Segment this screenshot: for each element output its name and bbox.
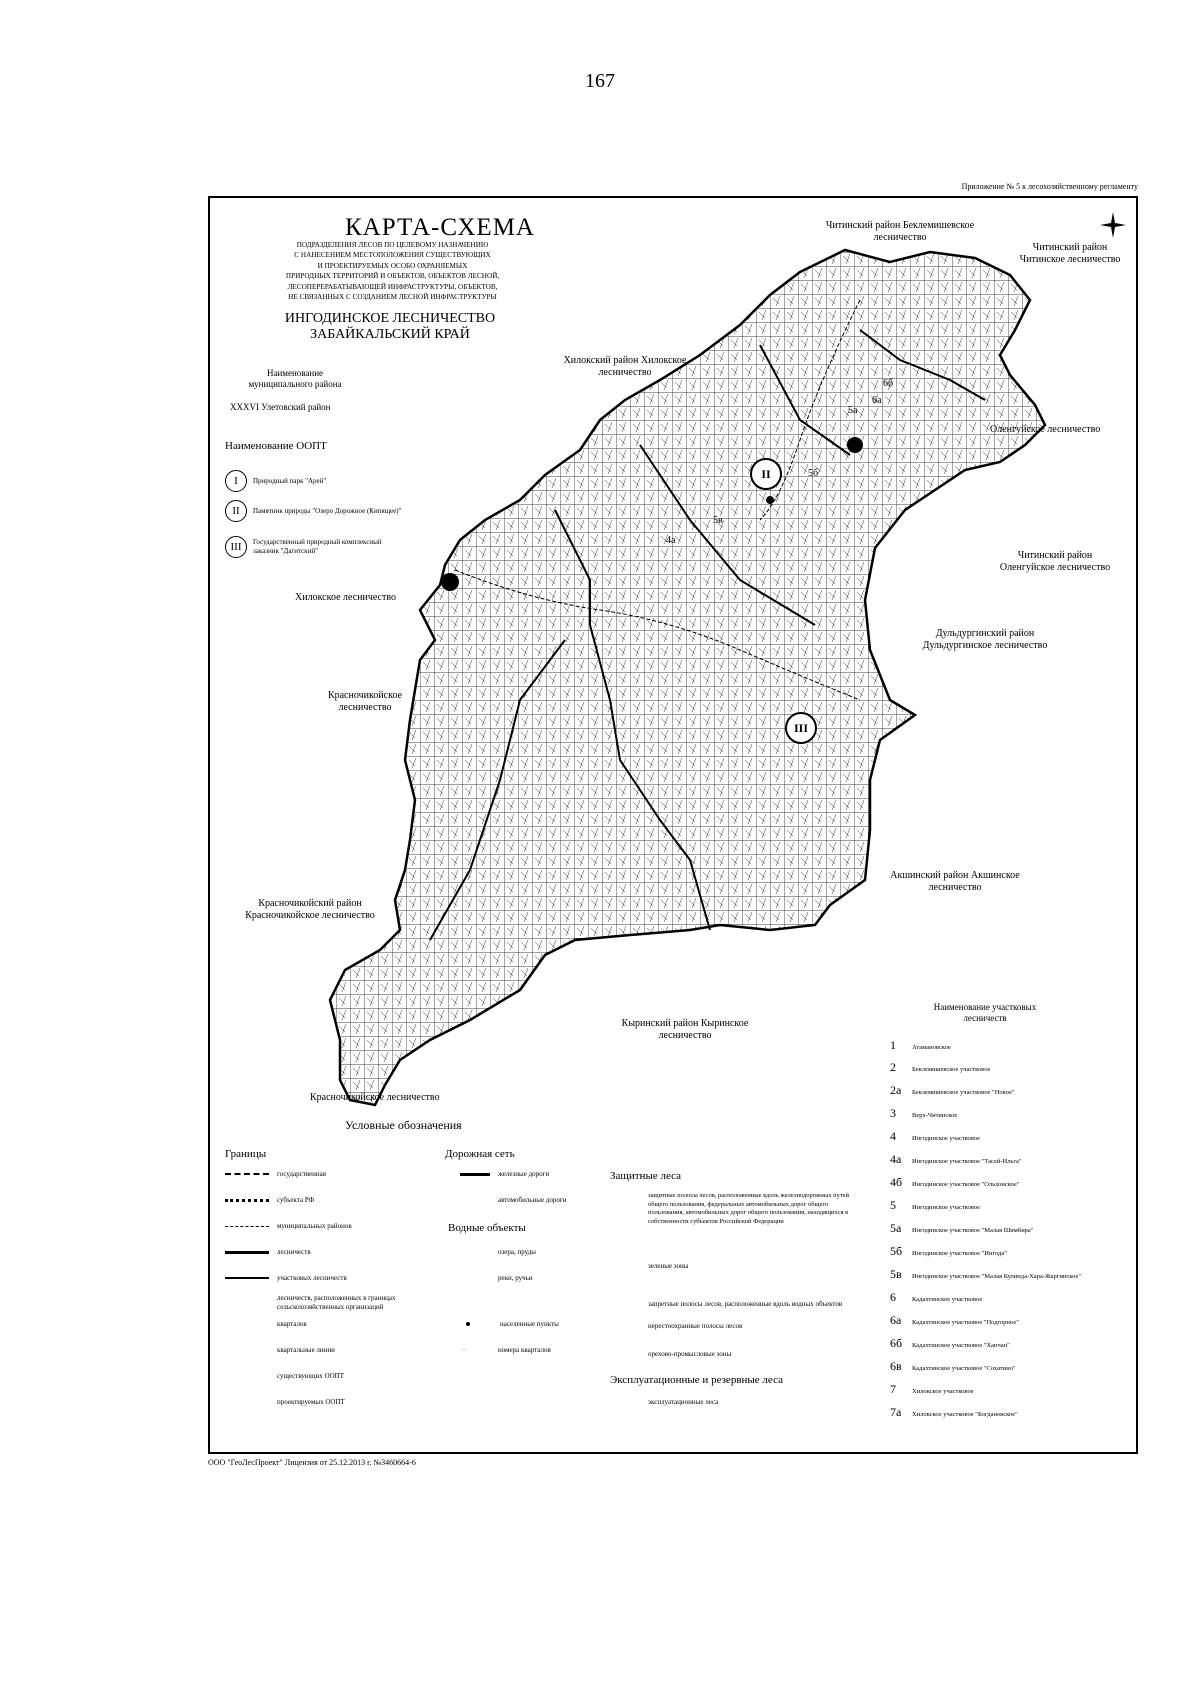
oopt-mark: III [225,536,247,558]
legend-label: государственная [277,1170,326,1178]
subtitle-line: С НАНЕСЕНИЕМ МЕСТОПОЛОЖЕНИЯ СУЩЕСТВУЮЩИХ [294,251,491,260]
legend-item [225,1196,314,1204]
legend-symbol [225,1199,269,1202]
section-code: 6 [890,1290,896,1304]
section-item [890,1038,951,1053]
legend-item [225,1222,352,1230]
subtitle-line: И ПРОЕКТИРУЕМЫХ ОСОБО ОХРАНЯЕМЫХ [317,261,468,270]
legend-extra: лесничеств, расположенных в границах сельскохозяйственных организаций [277,1294,396,1311]
label-olengui: Оленгуйское лесничество [990,424,1101,435]
oopt-heading: Наименование ООПТ [225,440,327,452]
section-number: 4а [666,535,676,546]
section-code: 2 [890,1060,896,1074]
legend-label: железные дороги [498,1170,550,1178]
oopt-iii-marker: III [785,712,817,744]
legend-item [225,1170,326,1178]
legend-symbol [460,1173,490,1176]
label-chita-beklemishev: Читинский район Беклемишевское лесничество [825,220,975,243]
map-title: КАРТА-СХЕМА [345,214,535,241]
section-name: Ингодинское участковое [912,1135,981,1142]
section-name: Беклемишевское участковое [912,1066,991,1073]
oopt-name: Памятник природы "Озеро Дорожное (Кипящее)" [253,506,402,515]
section-code: 2а [890,1083,902,1097]
section-item [890,1244,1007,1259]
section-name: Ингодинское участковое "Малая Шимбира" [912,1227,1034,1234]
label-chita-olengui: Читинский район Оленгуйское лесничество [999,550,1111,573]
section-name: Кадахтинское участковое [912,1296,983,1303]
section-name: Ингодинское участковое [912,1204,981,1211]
water-heading: Водные объекты [448,1222,526,1234]
section-item [890,1083,1015,1098]
section-code: 5б [890,1244,903,1258]
legend-symbol [225,1277,269,1279]
legend-label: лесничеств [277,1248,311,1256]
quarter-number-icon: ·· [462,1347,466,1353]
legend-item [225,1274,347,1282]
section-code: 5а [890,1221,902,1235]
section-name: Ингодинское участковое "Тасей-Ильга" [912,1158,1022,1165]
sections-heading: Наименование участковых лесничеств [933,1002,1037,1023]
settlement [766,496,774,504]
legend-symbol [225,1251,269,1254]
section-name: Ингодинское участковое "Малая Кулинда-Хара-Жаргинское" [912,1273,1081,1280]
section-item [890,1336,1010,1351]
compass-icon [1100,212,1126,238]
footer-note: ООО "ГеоЛесПроект" Лицензия от 25.12.2013 г. №3460664-6 [208,1458,416,1467]
section-code: 7 [890,1382,896,1396]
section-name: Ингодинское участковое "Ольхонское" [912,1181,1020,1188]
section-item [890,1313,1019,1328]
appendix-note: Приложение № 5 к лесохозяйственному регламенту [961,182,1138,191]
legend-item [460,1170,549,1178]
legend-symbol [225,1226,269,1227]
legend-heading: Условные обозначения [345,1118,462,1132]
section-item [890,1405,1018,1420]
section-item [890,1290,982,1305]
legend-label: номера кварталов [498,1346,551,1354]
section-item [890,1175,1020,1190]
legend-label: зеленые зоны [648,1262,689,1270]
legend-label: муниципальных районов [277,1222,352,1230]
settlement [441,573,459,591]
section-item [890,1382,974,1397]
legend-label: населенные пункты [500,1320,559,1328]
section-name: Беклемишевское участковое "Новое" [912,1089,1015,1096]
section-code: 4 [890,1129,896,1143]
section-number: 6а [872,395,882,406]
legend-label: кварталов [277,1320,307,1328]
page-number: 167 [585,70,615,92]
section-name: Кадахтинское участковое "Хапчан" [912,1342,1010,1349]
label-khilok: Хилокский район Хилокское лесничество [563,355,687,378]
legend-label: защитные полосы лесов, расположенные вдоль железнодорожных путей общего пользования, федеральных автомобильных дорог общего пользования, автомобильных дорог общего пользования, находящихся в собственности субъектов Российской Федерации [648,1192,850,1225]
legend-label: автомобильные дороги [498,1196,567,1204]
section-code: 1 [890,1038,896,1052]
subtitle-line: ЛЕСОПЕРЕРАБАТЫВАЮЩЕЙ ИНФРАСТРУКТУРЫ, ОБЪЕКТОВ, [287,282,498,291]
legend-label: реки, ручьи [498,1274,533,1282]
section-item [890,1221,1033,1236]
section-code: 5 [890,1198,896,1212]
section-name: Верх-Читинское [912,1112,958,1119]
section-number: 5б [808,468,819,479]
municipal-heading: Наименование муниципального района [248,368,342,389]
oopt-mark: I [225,470,247,492]
oopt-name: Государственный природный комплексный заказник "Дагитский" [253,538,382,555]
section-code: 4а [890,1152,902,1166]
oopt-mark: II [225,500,247,522]
section-name: Кадахтинское участковое "Сохатино" [912,1365,1016,1372]
subtitle-line: ПРИРОДНЫХ ТЕРРИТОРИЙ И ОБЪЕКТОВ, ОБЪЕКТОВ ЛЕСНОЙ, [285,272,500,281]
label-kyra: Кыринский район Кыринское лесничество [621,1018,749,1041]
protective-heading: Защитные леса [610,1170,682,1182]
legend-item [225,1248,311,1256]
section-code: 3 [890,1106,896,1120]
label-krasnochikoy-district: Красночикойский район Красночикойское лесничество [245,898,375,921]
legend-item [460,1346,551,1354]
oopt-name: Природный парк "Арей" [253,476,327,485]
municipal-entry: XXXVI Улетовский район [230,402,331,412]
section-item [890,1060,990,1075]
label-krasnochikoy-bottom: Красночикойское лесничество [310,1092,440,1103]
boundaries-heading: Границы [225,1148,267,1160]
section-item [890,1106,957,1121]
section-name: Хилокское участковое [912,1388,974,1395]
settlement [847,437,863,453]
section-item [890,1267,1081,1282]
section-name: Атамановское [912,1044,951,1051]
section-code: 6в [890,1359,902,1373]
legend-label: квартальные линии [277,1346,335,1354]
section-code: 6б [890,1336,903,1350]
legend-label: существующих ООПТ [277,1372,344,1380]
legend-label: запретные полосы лесов, расположенные вдоль водных объектов [648,1300,843,1308]
settlement-icon [466,1322,470,1326]
oopt-ii-marker: II [750,458,782,490]
section-name: Ингодинское участковое "Ингода" [912,1250,1007,1257]
legend-label: участковых лесничеств [277,1274,347,1282]
region-name: ЗАБАЙКАЛЬСКИЙ КРАЙ [310,327,470,342]
label-duldurga: Дульдургинский район Дульдургинское лесничество [922,628,1048,651]
subtitle-line: НЕ СВЯЗАННЫХ С СОЗДАНИЕМ ЛЕСНОЙ ИНФРАСТРУКТУРЫ [288,293,497,302]
legend-label: нерестоохранные полосы лесов [648,1322,743,1330]
section-number: 5а [848,405,858,416]
label-krasnochikoy-forestry: Красночикойское лесничество [327,690,403,713]
section-name: Кадахтинское участковое "Подгорное" [912,1319,1019,1326]
forestry-name: ИНГОДИНСКОЕ ЛЕСНИЧЕСТВО [284,311,496,326]
legend-symbol [225,1173,269,1175]
label-chita-chita: Читинский район Читинское лесничество [1019,242,1121,265]
section-number: 5в [713,515,723,526]
section-name: Хилокское участковое "Богдановское" [912,1411,1018,1418]
section-item [890,1152,1022,1167]
label-aksha: Акшинский район Акшинское лесничество [890,870,1020,893]
section-number: 6б [883,378,894,389]
operational-heading: Эксплуатационные и резервные леса [610,1374,783,1386]
section-item [890,1198,980,1213]
section-code: 6а [890,1313,902,1327]
legend-label: озера, пруды [498,1248,536,1256]
section-code: 5в [890,1267,902,1281]
section-code: 7а [890,1405,902,1419]
subtitle-line: ПОДРАЗДЕЛЕНИЯ ЛЕСОВ ПО ЦЕЛЕВОМУ НАЗНАЧЕНИЮ [296,241,489,249]
legend-label: проектируемых ООПТ [277,1398,345,1406]
section-code: 4б [890,1175,903,1189]
roads-heading: Дорожная сеть [445,1148,515,1160]
label-khilok-forestry: Хилокское лесничество [295,592,397,603]
legend-item [460,1320,559,1328]
legend-label: субъекта РФ [277,1196,315,1204]
section-item [890,1129,980,1144]
section-item [890,1359,1016,1374]
legend-label: орехово-промысловые зоны [648,1350,732,1358]
legend-label: эксплуатационные леса [648,1398,719,1406]
